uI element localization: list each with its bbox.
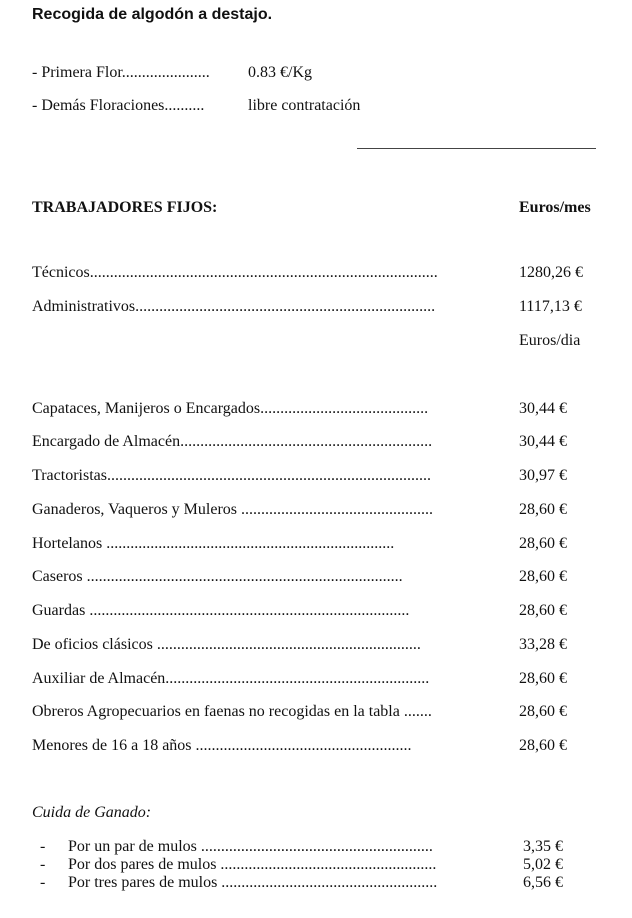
document-title: Recogida de algodón a destajo.: [32, 6, 273, 23]
wage-row-label: Tractoristas.................................................................................: [32, 467, 431, 484]
cattle-row-value: 6,56 €: [523, 874, 563, 891]
wage-row-value: 1117,13 €: [519, 298, 582, 315]
wage-row-label: Menores de 16 a 18 años ......................................................: [32, 737, 412, 754]
list-bullet: -: [40, 838, 46, 855]
wage-row-value: 28,60 €: [519, 568, 567, 585]
cattle-row-label: Por dos pares de mulos ......................................................: [68, 856, 437, 873]
wage-row-label: Hortelanos ........................................................................: [32, 535, 395, 552]
wage-row-label: Auxiliar de Almacén..................................................................: [32, 670, 430, 687]
wage-row-value: 28,60 €: [519, 670, 567, 687]
wage-row-label: Obreros Agropecuarios en faenas no recogidas en la tabla .......: [32, 703, 432, 720]
wage-row-value: 30,97 €: [519, 467, 567, 484]
wage-row-value: 28,60 €: [519, 501, 567, 518]
wage-row-value: 28,60 €: [519, 535, 567, 552]
wage-row-value: 30,44 €: [519, 400, 567, 417]
separator-line: [357, 148, 596, 149]
wage-row-value: 33,28 €: [519, 636, 567, 653]
wage-row-value: 1280,26 €: [519, 264, 583, 281]
wage-row-label: Encargado de Almacén...............................................................: [32, 433, 433, 450]
piecework-label: - Primera Flor......................: [32, 64, 210, 81]
cattle-row-label: Por tres pares de mulos ......................................................: [68, 874, 438, 891]
list-bullet: -: [40, 856, 46, 873]
wage-row-label: Guardas ................................................................................: [32, 602, 410, 619]
piecework-value: 0.83 €/Kg: [248, 64, 312, 81]
cattle-row-label: Por un par de mulos ..........................................................: [68, 838, 433, 855]
list-bullet: -: [40, 874, 46, 891]
wage-row-label: Técnicos.......................................................................................: [32, 264, 438, 281]
piecework-value: libre contratación: [248, 97, 361, 114]
wage-row-value: 28,60 €: [519, 602, 567, 619]
wage-row-label: Capataces, Manijeros o Encargados..........................................: [32, 400, 429, 417]
wage-row-label: Ganaderos, Vaqueros y Muleros ................................................: [32, 501, 433, 518]
cattle-heading: Cuida de Ganado:: [32, 804, 152, 821]
wage-row-value: 28,60 €: [519, 737, 567, 754]
wage-row-value: 28,60 €: [519, 703, 567, 720]
section-heading: TRABAJADORES FIJOS:: [32, 199, 218, 216]
wage-row-label: De oficios clásicos ..................................................................: [32, 636, 421, 653]
wage-row-value: 30,44 €: [519, 433, 567, 450]
piecework-label: - Demás Floraciones..........: [32, 97, 205, 114]
cattle-row-value: 5,02 €: [523, 856, 563, 873]
cattle-row-value: 3,35 €: [523, 838, 563, 855]
unit-day-heading: Euros/dia: [519, 332, 581, 349]
wage-row-label: Caseros ...............................................................................: [32, 568, 403, 585]
wage-row-label: Administrativos...........................................................................: [32, 298, 436, 315]
unit-month-heading: Euros/mes: [519, 199, 591, 216]
